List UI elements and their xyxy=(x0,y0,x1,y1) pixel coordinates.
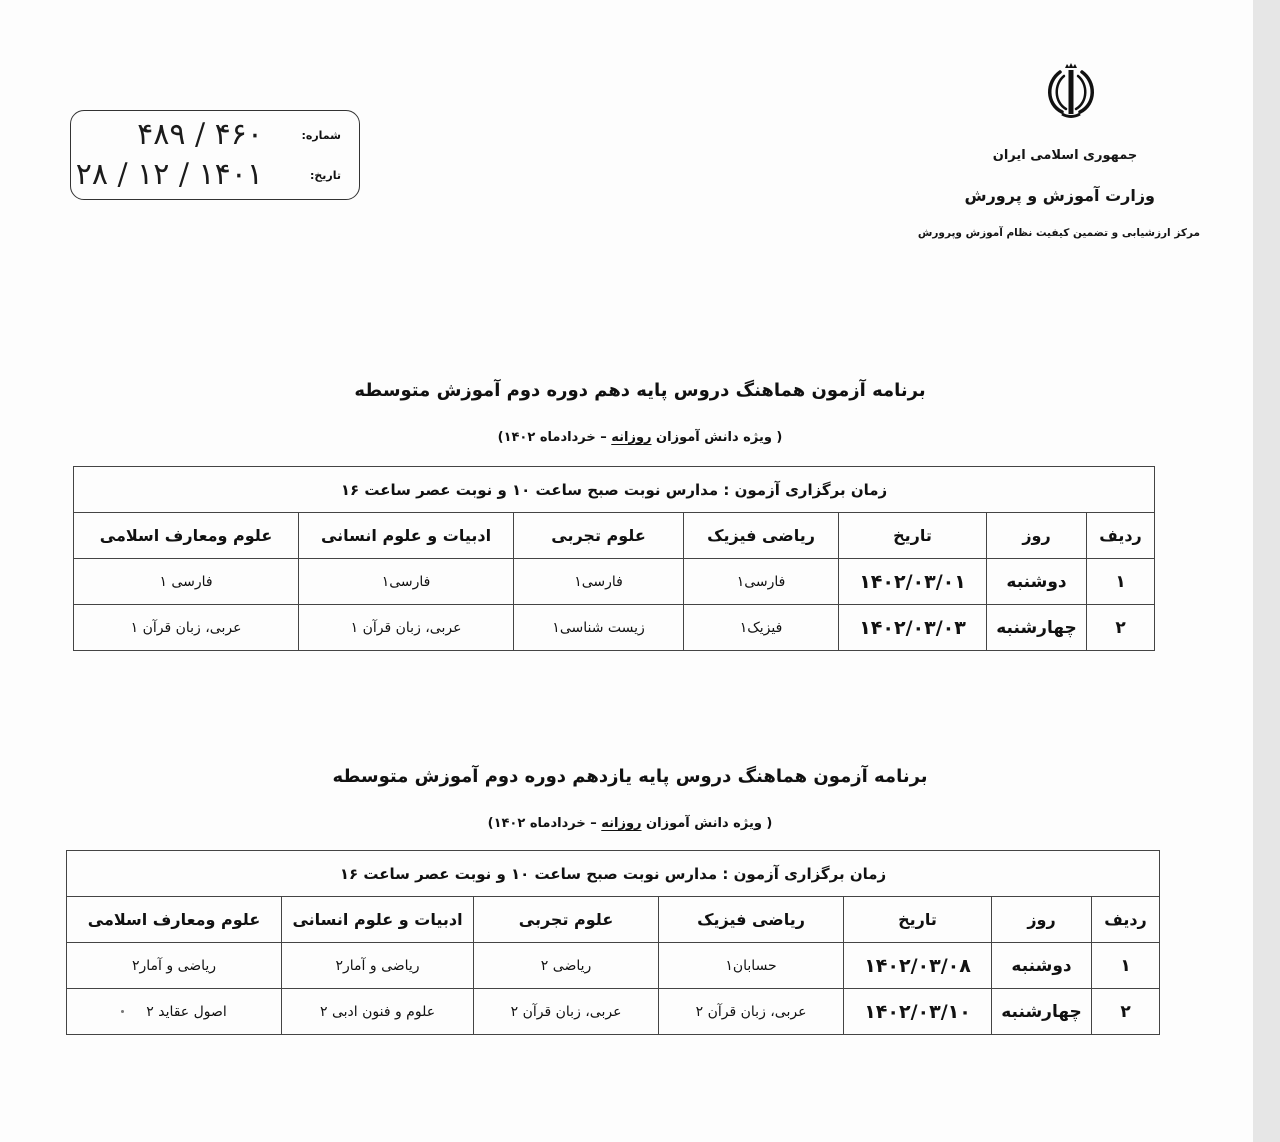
header-math-physics: ریاضی فیزیک xyxy=(659,897,844,943)
row-experimental-sciences: زیست شناسی۱ xyxy=(514,605,684,651)
row-humanities: فارسی۱ xyxy=(299,559,514,605)
row-humanities: عربی، زبان قرآن ۱ xyxy=(299,605,514,651)
table-row xyxy=(67,989,1160,1035)
header-date: تاریخ xyxy=(839,513,987,559)
header-date: تاریخ xyxy=(844,897,992,943)
table-row xyxy=(74,559,1155,605)
reference-date-label: تاریخ: xyxy=(309,169,341,182)
row-date: ۱۴۰۲/۰۳/۰۸ xyxy=(844,943,992,989)
row-number: ۱ xyxy=(1087,559,1155,605)
row-math-physics: حسابان۱ xyxy=(659,943,844,989)
reference-number-row xyxy=(71,117,359,157)
row-number: ۲ xyxy=(1087,605,1155,651)
reference-box xyxy=(70,110,360,200)
header-islamic-studies: علوم ومعارف اسلامی xyxy=(67,897,282,943)
header-islamic-studies: علوم ومعارف اسلامی xyxy=(74,513,299,559)
subtitle-emphasis: روزانه xyxy=(601,816,642,831)
header-math-physics: ریاضی فیزیک xyxy=(684,513,839,559)
schedule-table-grade-11 xyxy=(66,850,1160,1035)
row-islamic-studies xyxy=(67,989,282,1035)
row-math-physics: فارسی۱ xyxy=(684,559,839,605)
reference-date-value: ۱۴۰۱ / ۱۲ / ۲۸ xyxy=(75,157,263,192)
row-number: ۲ xyxy=(1092,989,1160,1035)
row-islamic-studies: فارسی ۱ xyxy=(74,559,299,605)
iran-emblem-icon xyxy=(1040,62,1102,122)
row-math-physics: عربی، زبان قرآن ۲ xyxy=(659,989,844,1035)
subtitle-prefix: ( ویژه دانش آموزان xyxy=(651,430,783,445)
section-2-title: برنامه آزمون هماهنگ دروس پایه یازدهم دوره دوم آموزش متوسطه xyxy=(332,766,928,787)
row-humanities: علوم و فنون ادبی ۲ xyxy=(282,989,474,1035)
reference-date-row xyxy=(71,157,359,197)
header-day: روز xyxy=(987,513,1087,559)
row-day: دوشنبه xyxy=(992,943,1092,989)
header-experimental-sciences: علوم تجربی xyxy=(474,897,659,943)
section-1-title: برنامه آزمون هماهنگ دروس پایه دهم دوره دوم آموزش متوسطه xyxy=(354,380,926,401)
reference-number-label: شماره: xyxy=(301,129,341,142)
reference-number-value: ۴۶۰ / ۴۸۹ xyxy=(137,117,263,152)
schedule-table-grade-10 xyxy=(73,466,1155,651)
row-math-physics: فیزیک۱ xyxy=(684,605,839,651)
letterhead-country: جمهوری اسلامی ایران xyxy=(992,148,1138,163)
row-day: چهارشنبه xyxy=(987,605,1087,651)
row-islamic-studies: ریاضی و آمار۲ xyxy=(67,943,282,989)
row-day: چهارشنبه xyxy=(992,989,1092,1035)
row-day: دوشنبه xyxy=(987,559,1087,605)
subtitle-emphasis: روزانه xyxy=(611,430,652,445)
row-experimental-sciences: فارسی۱ xyxy=(514,559,684,605)
subtitle-suffix: – خردادماه ۱۴۰۲) xyxy=(497,430,612,445)
header-row-number: ردیف xyxy=(1087,513,1155,559)
letterhead-ministry: وزارت آموزش و پرورش xyxy=(964,186,1155,205)
row-date: ۱۴۰۲/۰۳/۱۰ xyxy=(844,989,992,1035)
header-humanities: ادبیات و علوم انسانی xyxy=(299,513,514,559)
header-humanities: ادبیات و علوم انسانی xyxy=(282,897,474,943)
table-header-row xyxy=(67,897,1160,943)
scan-edge-strip xyxy=(1253,0,1280,1142)
letterhead-center: مرکز ارزشیابی و تضمین کیفیت نظام آموزش وپرورش xyxy=(917,227,1200,239)
cell-text: اصول عقاید ۲ xyxy=(146,1003,227,1020)
table-caption: زمان برگزاری آزمون : مدارس نوبت صبح ساعت ۱۰ و نوبت عصر ساعت ۱۶ xyxy=(74,467,1155,513)
table-header-row xyxy=(74,513,1155,559)
section-2-subtitle xyxy=(240,816,1020,831)
section-1-subtitle xyxy=(250,430,1030,445)
table-row xyxy=(67,943,1160,989)
subtitle-prefix: ( ویژه دانش آموزان xyxy=(641,816,773,831)
row-experimental-sciences: عربی، زبان قرآن ۲ xyxy=(474,989,659,1035)
stray-dot-mark xyxy=(121,1010,124,1013)
header-row-number: ردیف xyxy=(1092,897,1160,943)
row-experimental-sciences: ریاضی ۲ xyxy=(474,943,659,989)
row-date: ۱۴۰۲/۰۳/۰۳ xyxy=(839,605,987,651)
header-day: روز xyxy=(992,897,1092,943)
header-experimental-sciences: علوم تجربی xyxy=(514,513,684,559)
row-date: ۱۴۰۲/۰۳/۰۱ xyxy=(839,559,987,605)
row-humanities: ریاضی و آمار۲ xyxy=(282,943,474,989)
table-caption: زمان برگزاری آزمون : مدارس نوبت صبح ساعت ۱۰ و نوبت عصر ساعت ۱۶ xyxy=(67,851,1160,897)
row-islamic-studies: عربی، زبان قرآن ۱ xyxy=(74,605,299,651)
table-row xyxy=(74,605,1155,651)
row-number: ۱ xyxy=(1092,943,1160,989)
subtitle-suffix: – خردادماه ۱۴۰۲) xyxy=(487,816,602,831)
